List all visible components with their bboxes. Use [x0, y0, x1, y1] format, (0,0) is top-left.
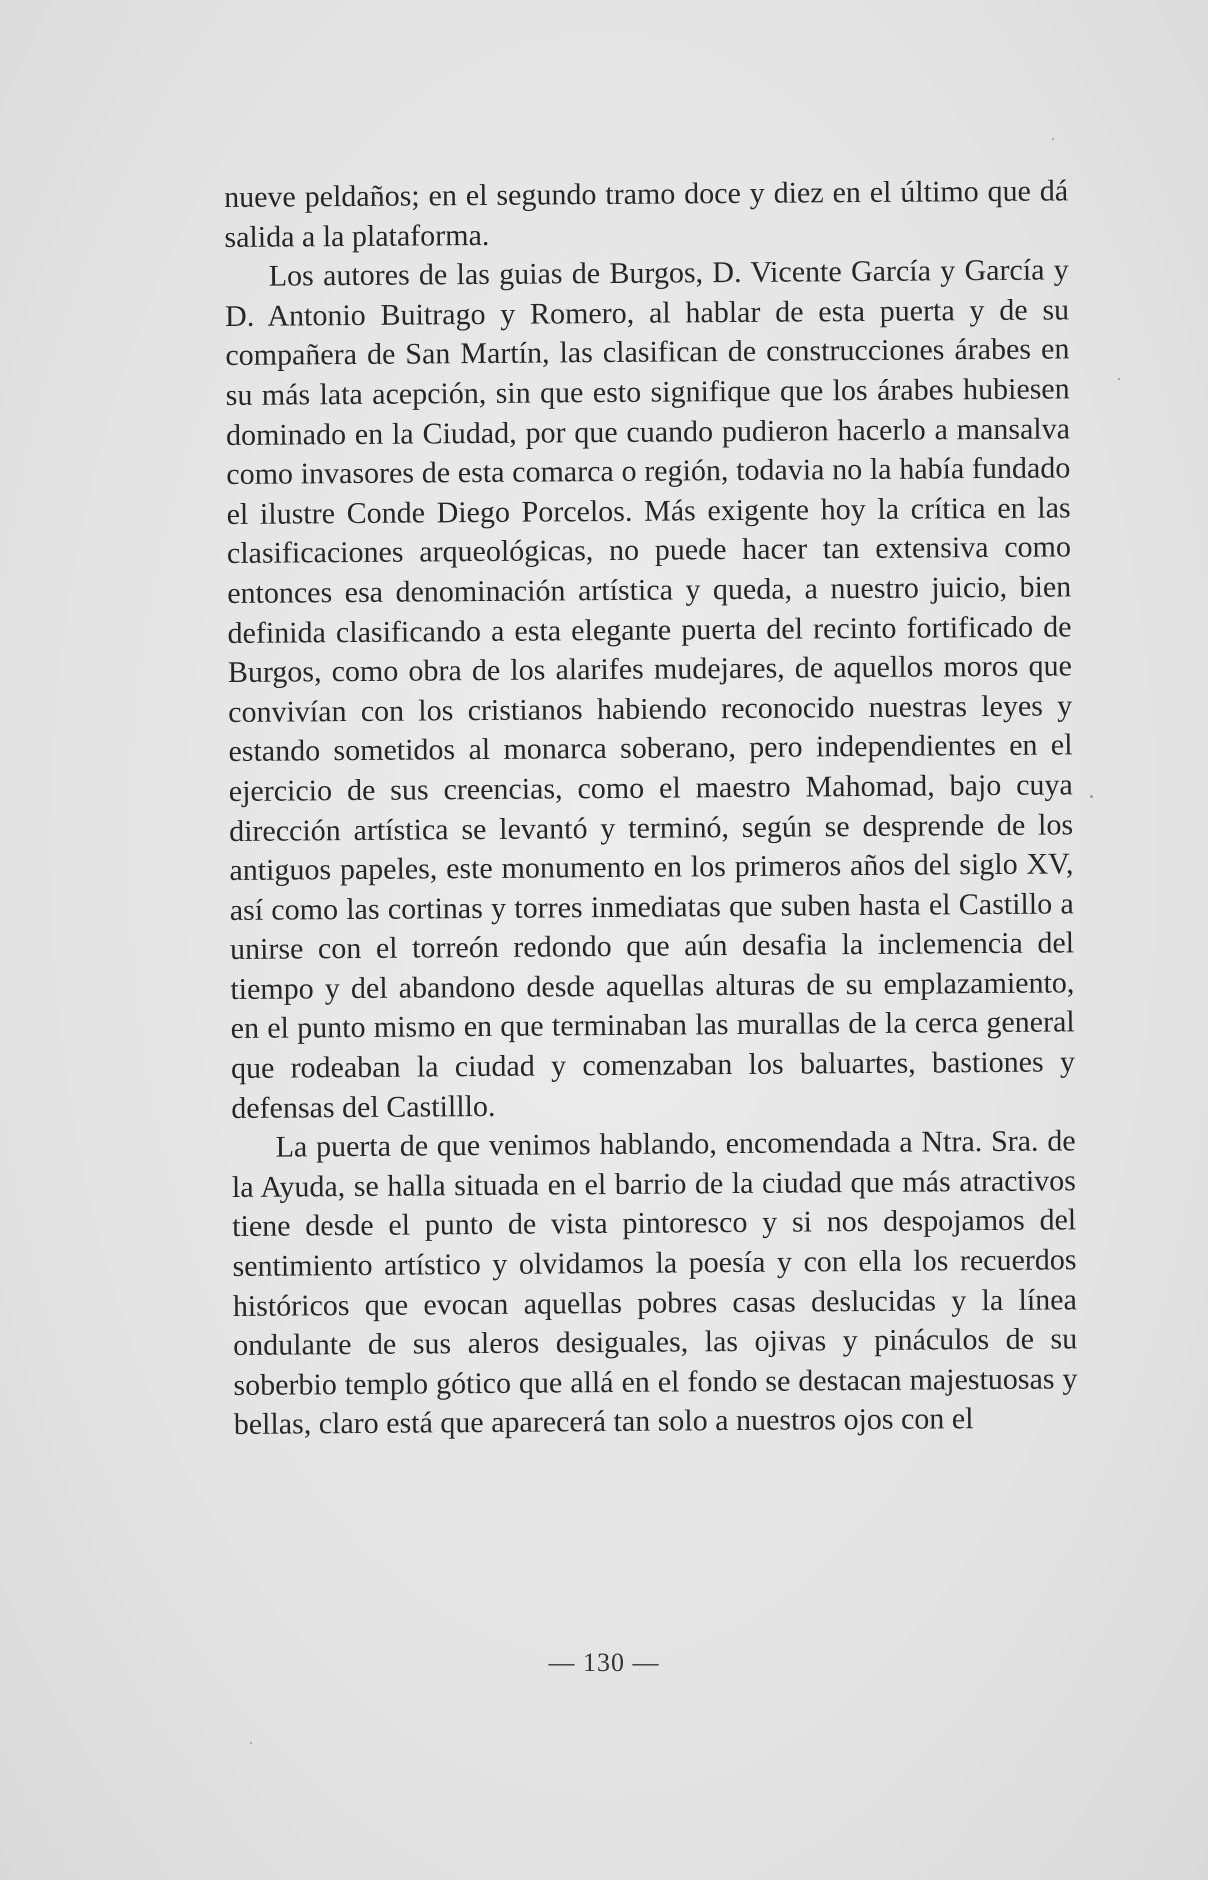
- paragraph-1: nueve peldaños; en el segundo tramo doce y diez en el último que dá salida a la plataforma.: [224, 174, 1069, 254]
- paper-speck: [1118, 378, 1120, 380]
- paper-speck: [1090, 795, 1093, 798]
- page-number: — 130 —: [548, 1648, 660, 1677]
- paper-speck: [250, 1742, 252, 1744]
- paragraph-3: La puerta de que venimos hablando, encomendada a Ntra. Sra. de la Ayuda, se halla situada en el barrio de la ciudad que más atractivos tiene desde el punto de vista pintoresco y si nos despojamos del sentimiento artístico y olvidamos la poesía y con ella los recuerdos históricos que evocan aquellas pobres casas deslucidas y la línea ondulante de sus aleros desiguales, las ojivas y pináculos de su soberbio templo gótico que allá en el fondo se destacan majestuosas y bellas, claro está que aparecerá tan solo a nuestros ojos con el: [231, 1124, 1078, 1442]
- body-text: [224, 171, 1078, 1445]
- paragraph-2: Los autores de las guias de Burgos, D. Vicente García y García y D. Antonio Buitrago y Romero, al hablar de esta puerta y de su compañera de San Martín, las clasifican de construcciones árabes en su más lata acepción, sin que esto signifique que los árabes hubiesen dominado en la Ciudad, por que cuando pudieron hacerlo a mansalva como invasores de esta comarca o región, todavia no la había fundado el ilustre Conde Diego Porcelos. Más exigente hoy la crítica en las clasificaciones arqueológicas, no puede hacer tan extensiva como entonces esa denominación artística y queda, a nuestro juicio, bien definida clasificando a esta elegante puerta del recinto fortificado de Burgos, como obra de los alarifes mudejares, de aquellos moros que convivían con los cristianos habiendo reconocido nuestras leyes y estando sometidos al monarca soberano, pero independientes en el ejercicio de sus creencias, como el maestro Mahomad, bajo cuya dirección artística se levantó y terminó, según se desprende de los antiguos papeles, este monumento en los primeros años del siglo XV, así como las cortinas y torres inmediatas que suben hasta el Castillo a unirse con el torreón redondo que aún desafia la inclemencia del tiempo y del abandono desde aquellas alturas de su emplazamiento, en el punto mismo en que terminaban las murallas de la cerca general que rodeaban la ciudad y comenzaban los baluartes, bastiones y defensas del Castilllo.: [224, 253, 1076, 1125]
- paper-speck: [1052, 138, 1054, 140]
